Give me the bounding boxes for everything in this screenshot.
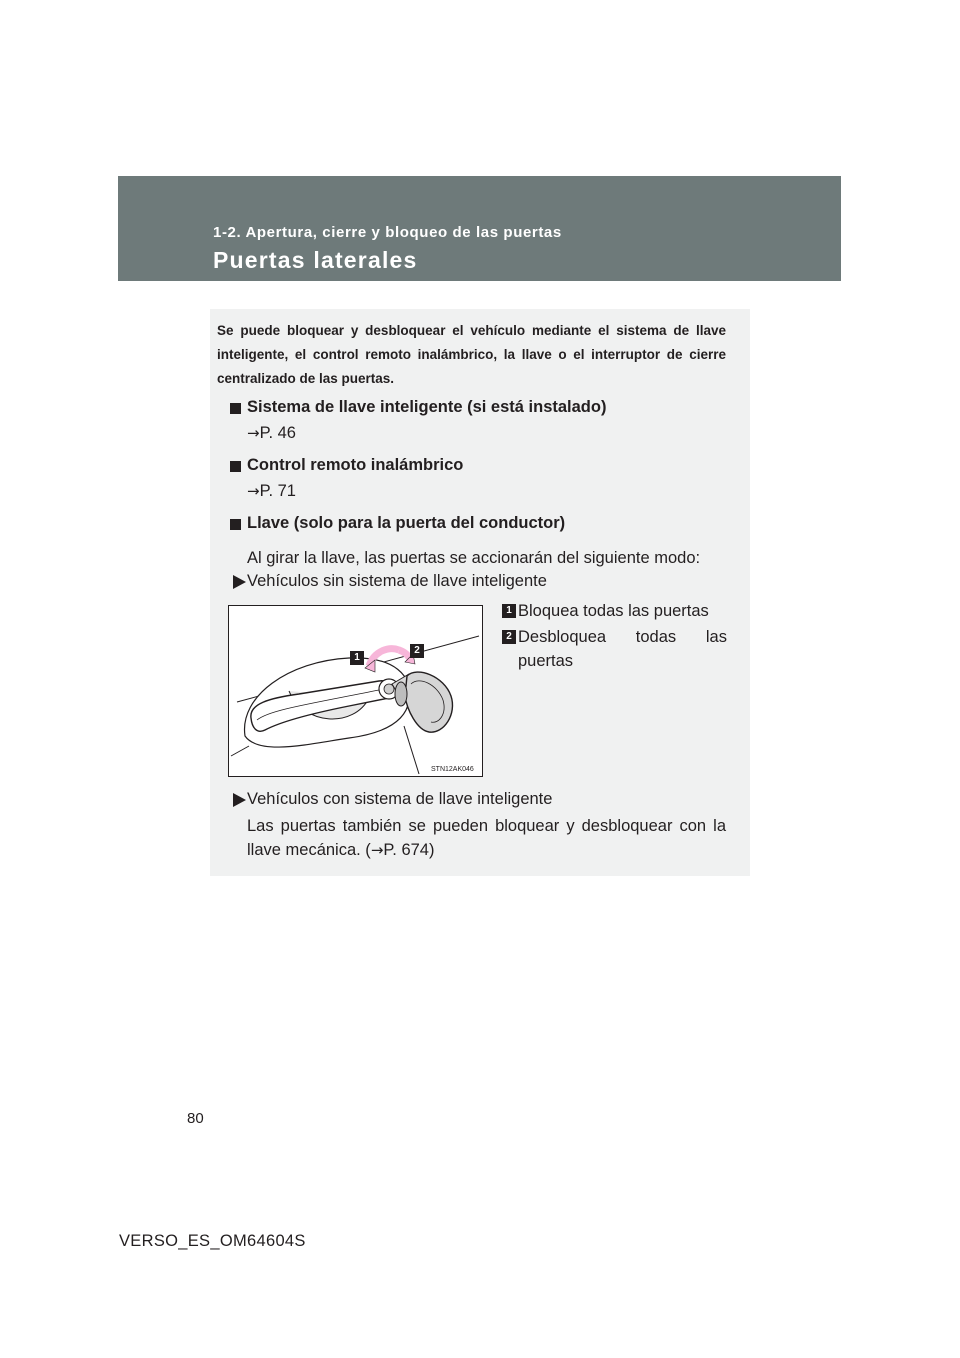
page-number: 80 [187,1110,204,1127]
document-code: VERSO_ES_OM64604S [119,1232,306,1250]
bullet-square-icon [230,519,241,530]
figure-code: STN12AK046 [431,766,474,773]
door-key-illustration [228,605,483,777]
pointer-triangle-icon [233,575,246,589]
callout-1: 1 [350,651,364,665]
arrow-icon: → [247,482,260,500]
item-heading-smart-key: Sistema de llave inteligente (si está instalado) [247,398,607,416]
item-heading-remote: Control remoto inalámbrico [247,456,464,474]
pointer-triangle-icon [233,793,246,807]
section-label: 1-2. Apertura, cierre y bloqueo de las puertas [213,224,562,241]
door-handle-key-drawing [229,606,482,776]
chapter-header [118,176,841,281]
item-heading-key: Llave (solo para la puerta del conductor) [247,514,566,532]
arrow-icon: → [247,424,260,442]
legend-text-2: Desbloquea todas las puertas [518,628,727,670]
variant-smart-key-desc: Las puertas también se pueden bloquear y desbloquear con la llave mecánica. (→P. 674) [247,817,726,859]
legend-badge-1: 1 [502,604,516,618]
arrow-icon: → [370,841,384,859]
item-desc-key: Al girar la llave, las puertas se accionarán del siguiente modo: [247,549,701,567]
bullet-square-icon [230,403,241,414]
page-title: Puertas laterales [213,247,418,273]
item-ref-remote: →P. 71 [247,482,296,500]
variant-smart-key: Vehículos con sistema de llave inteligente [247,790,553,808]
variant-no-smart-key: Vehículos sin sistema de llave inteligente [247,572,547,590]
legend-badge-2: 2 [502,630,516,644]
legend-text-1: Bloquea todas las puertas [518,602,709,620]
item-ref-smart-key: →P. 46 [247,424,296,442]
callout-2: 2 [410,644,424,658]
content-panel [210,309,750,876]
intro-paragraph: Se puede bloquear y desbloquear el vehículo mediante el sistema de llave inteligente, el control remoto inalámbrico, la llave o el interruptor de cierre centralizado de las puertas. [217,323,726,386]
bullet-square-icon [230,461,241,472]
